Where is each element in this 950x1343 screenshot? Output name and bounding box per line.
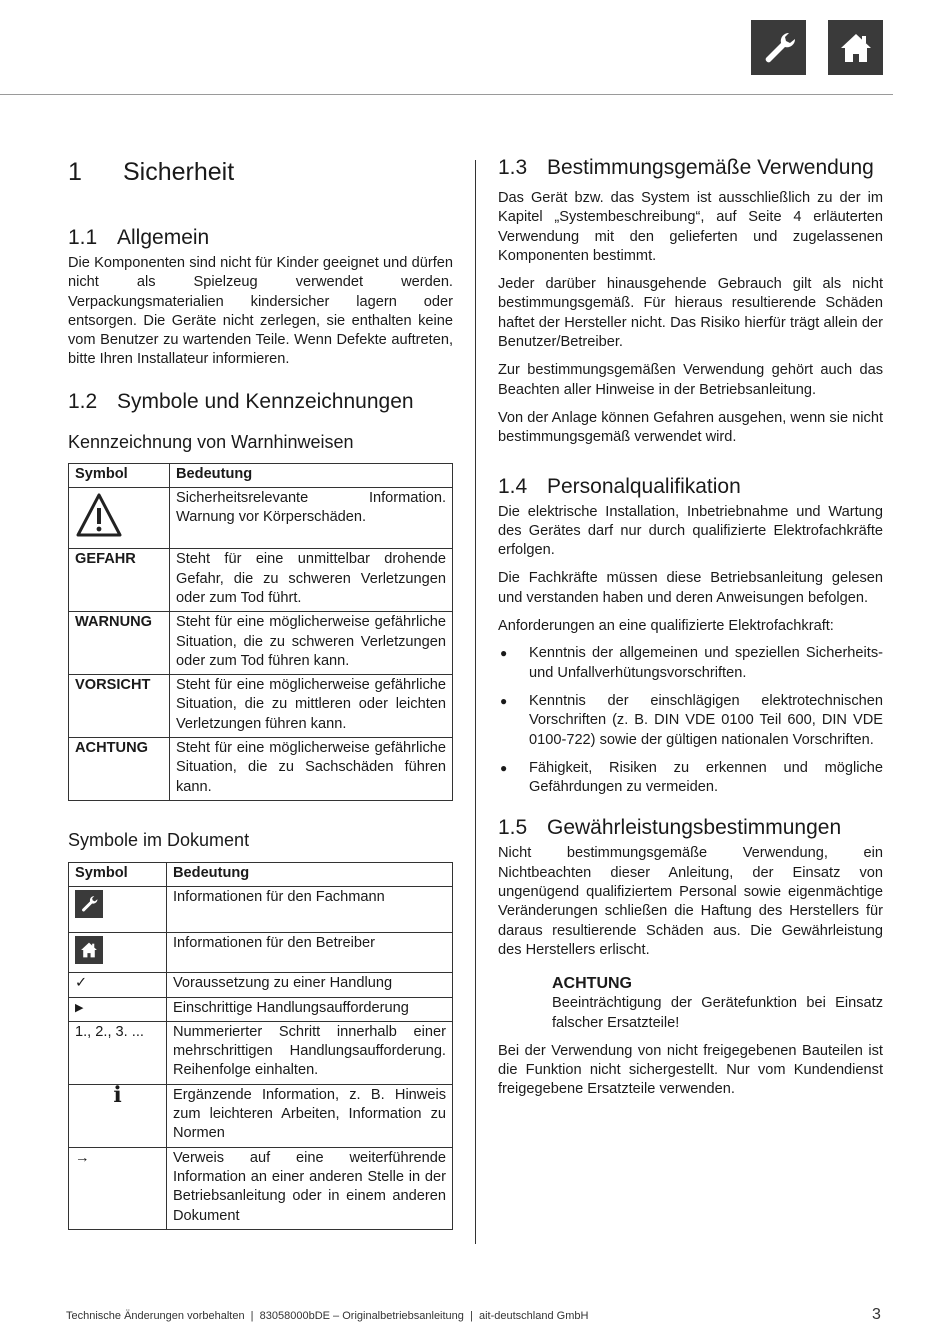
- house-icon: [828, 20, 883, 75]
- warning-triangle-icon: [75, 491, 123, 539]
- paragraph: Von der Anlage können Gefahren ausgehen, wenn sie nicht bestimmungsgemäß verwendet wird.: [498, 409, 883, 446]
- notice-text: Beeinträchtigung der Gerätefunktion bei Einsatz falscher Ersatzteile!: [552, 995, 883, 1031]
- right-column: [498, 155, 883, 1100]
- paragraph: Nicht bestimmungsgemäße Verwendung, ein Nichtbeachten dieser Anleitung, der Einsatz von ungenügend qualifiziertem Personal sowie eigenmächtige Veränderungen schließen die Haftung des Herstellers für daraus resultierende Schäden aus. Die Gewährleistung des Herstellers erlischt.: [498, 845, 883, 958]
- table-row: 1., 2., 3. ... Nummerierter Schritt innerhalb einer mehrschrittigen Handlungsaufforderung. Reihenfolge einhalten.: [69, 1021, 453, 1084]
- warning-table: [68, 463, 453, 801]
- table-header-row: Symbol Bedeutung: [69, 862, 453, 886]
- list-item: ● Kenntnis der allgemeinen und speziellen Sicherheits- und Unfallverhütungsvorschriften.: [498, 644, 883, 683]
- house-icon: [75, 936, 103, 964]
- paragraph: Zur bestimmungsgemäßen Verwendung gehört auch das Beachten aller Hinweise in der Betriebsanleitung.: [498, 362, 883, 398]
- arrow-right-icon: →: [69, 1147, 167, 1229]
- table-row: ℹ Ergänzende Information, z. B. Hinweis zum leichteren Arbeiten, Information zu Normen: [69, 1084, 453, 1147]
- info-icon: ℹ: [69, 1084, 167, 1147]
- table-row: ACHTUNG Steht für eine möglicherweise gefährliche Situation, die zu Sachschäden führen kann.: [69, 738, 453, 801]
- column-divider: [475, 160, 476, 1244]
- table-row: Informationen für den Fachmann: [69, 887, 453, 933]
- list-item: ● Fähigkeit, Risiken zu erkennen und mögliche Gefährdungen zu vermeiden.: [498, 759, 883, 798]
- notice-title: ACHTUNG: [552, 975, 632, 993]
- section-heading-1-3: 1.3 Bestimmungsgemäße Verwendung: [498, 156, 874, 179]
- table-row: GEFAHR Steht für eine unmittelbar drohende Gefahr, die zu schweren Verletzungen oder zum Tod führt.: [69, 549, 453, 612]
- footer-text: Technische Änderungen vorbehalten | 83058000bDE – Originalbetriebsanleitung | ait-deutschland GmbH: [66, 1310, 589, 1322]
- chapter-heading: 1 Sicherheit: [68, 158, 235, 186]
- doc-table-heading: Symbole im Dokument: [68, 829, 250, 850]
- triangle-right-icon: ▶: [69, 997, 167, 1021]
- check-icon: ✓: [69, 973, 167, 997]
- document-symbols-table: [68, 862, 453, 1230]
- table-row: Informationen für den Betreiber: [69, 933, 453, 973]
- table-row: ▶ Einschrittige Handlungsaufforderung: [69, 997, 453, 1021]
- paragraph: Jeder darüber hinausgehende Gebrauch gilt als nicht bestimmungsgemäß. Für hieraus resultierende Schäden haftet der Hersteller nicht. Das Risiko hierfür trägt allein der Benutzer/Betreiber.: [498, 276, 883, 351]
- table-row: Sicherheitsrelevante Information. Warnung vor Körperschäden.: [69, 488, 453, 549]
- section-heading-1-1: 1.1 Allgemein: [68, 226, 210, 249]
- paragraph: Das Gerät bzw. das System ist ausschließlich zu der im Kapitel „Systembeschreibung“, auf Seite 4 erläuterten Verwendung mit den gelieferten und zugelassenen Komponenten bestimmt.: [498, 190, 883, 264]
- requirements-list: [498, 644, 883, 797]
- page-number: 3: [872, 1306, 881, 1323]
- section-heading-1-2: 1.2 Symbole und Kennzeichnungen: [68, 389, 414, 413]
- section-heading-1-4: 1.4 Personalqualifikation: [498, 474, 741, 498]
- paragraph: Anforderungen an eine qualifizierte Elektrofachkraft:: [498, 618, 834, 635]
- table-row: WARNUNG Steht für eine möglicherweise gefährliche Situation, die zu schweren Verletzungen oder zum Tod führen kann.: [69, 612, 453, 675]
- section-heading-1-5: 1.5 Gewährleistungsbestimmungen: [498, 816, 842, 840]
- left-column: [68, 155, 453, 1230]
- header-rule: [0, 94, 893, 95]
- paragraph: Die elektrische Installation, Inbetriebnahme und Wartung des Gerätes darf nur durch qualifizierte Elektrofachkräfte erfolgen.: [498, 503, 883, 559]
- notice-box: [552, 974, 883, 1033]
- table-header-row: Symbol Bedeutung: [69, 463, 453, 487]
- wrench-icon: [751, 20, 806, 75]
- table-row: → Verweis auf eine weiterführende Information an einer anderen Stelle in der Betriebsanleitung oder in einem anderen Dokument: [69, 1147, 453, 1229]
- list-item: ● Kenntnis der einschlägigen elektrotechnischen Vorschriften (z. B. DIN VDE 0100 Teil 600, DIN VDE 0100-722) sowie der gültigen nationalen Vorschriften.: [498, 692, 883, 750]
- table-row: ✓ Voraussetzung zu einer Handlung: [69, 973, 453, 997]
- wrench-icon: [75, 890, 103, 918]
- section-text-1-1: Die Komponenten sind nicht für Kinder geeignet und dürfen nicht als Spielzeug verwendet werden. Verpackungsmaterialien kindersicher lagern oder entsorgen. Die Geräte nicht zerlegen, sie enthalten keine vom Benutzer zu wartenden Teile. Wenn Defekte auftreten, bitte Ihren Installateur informieren.: [68, 255, 453, 368]
- paragraph: Bei der Verwendung von nicht freigegebenen Bauteilen ist die Funktion nicht sichergestellt. Nur vom Kundendienst freigegebene Ersatzteile verwenden.: [498, 1042, 883, 1098]
- warn-table-heading: Kennzeichnung von Warnhinweisen: [68, 431, 354, 452]
- table-row: VORSICHT Steht für eine möglicherweise gefährliche Situation, die zu mittleren oder leichten Verletzungen führen kann.: [69, 675, 453, 738]
- paragraph: Die Fachkräfte müssen diese Betriebsanleitung gelesen und verstanden haben und deren Anweisungen befolgen.: [498, 570, 883, 606]
